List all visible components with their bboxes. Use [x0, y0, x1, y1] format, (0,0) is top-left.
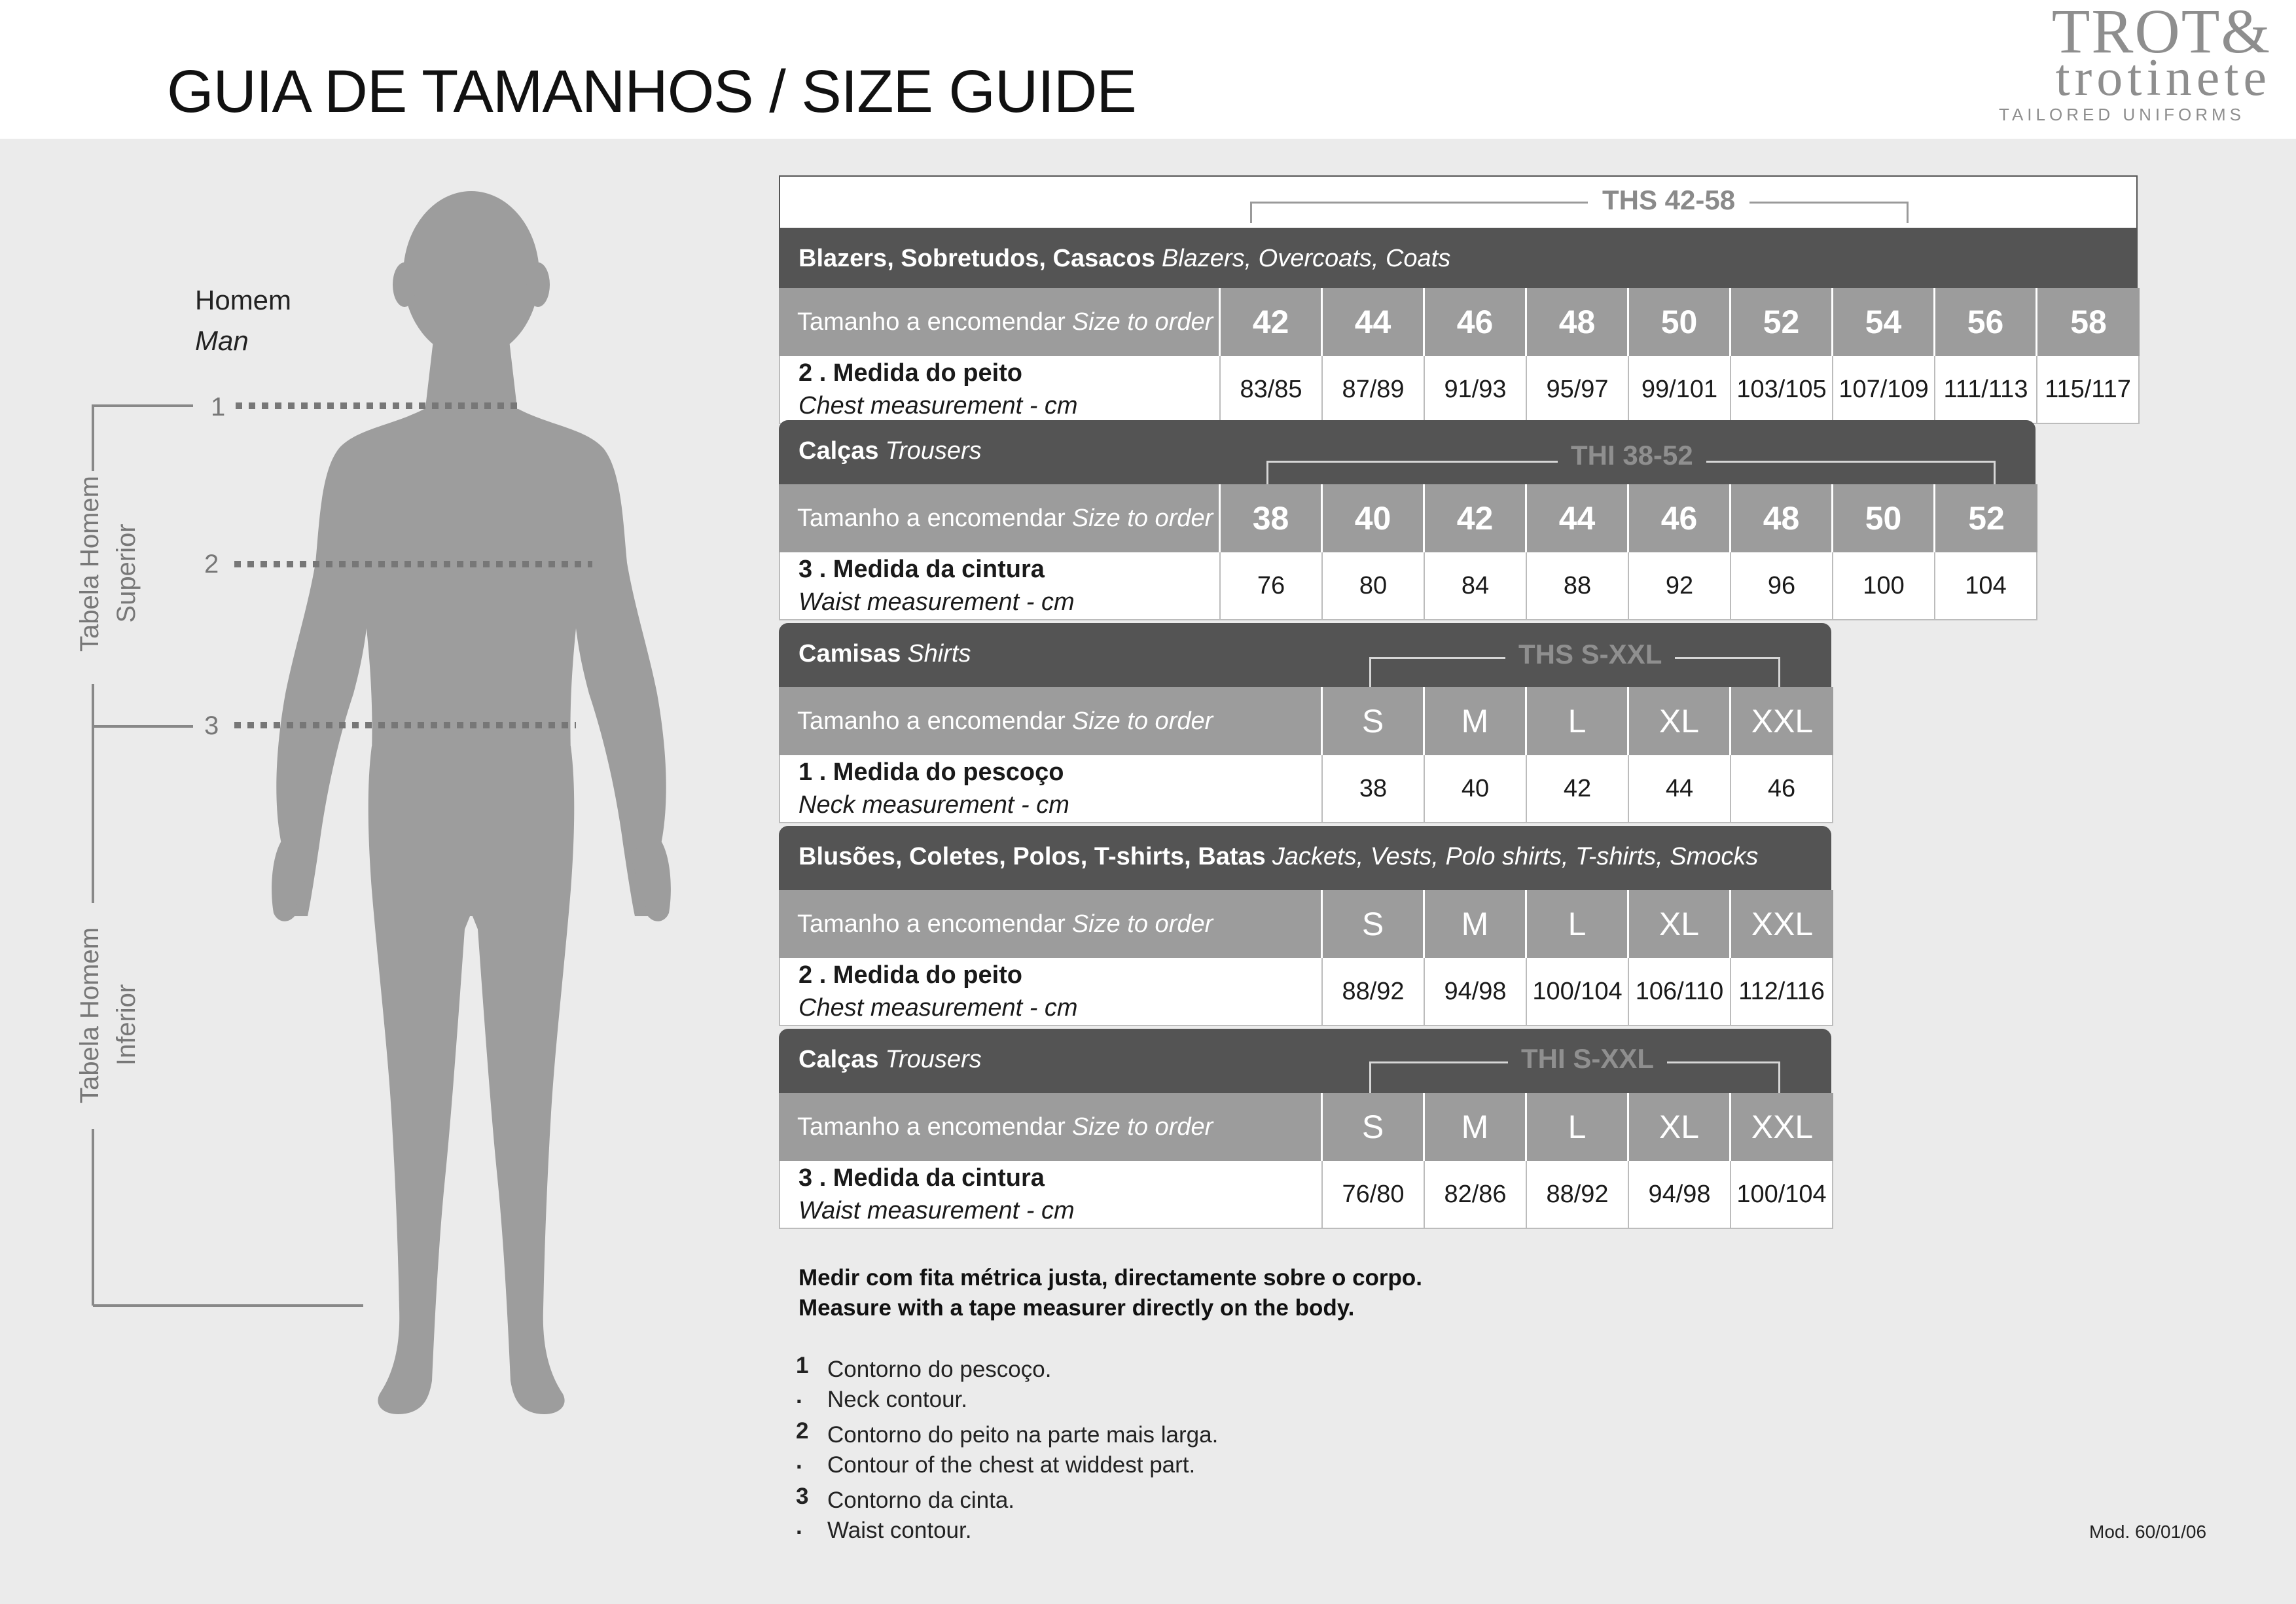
trousers-measure-row: [779, 552, 2037, 620]
size-cell: L: [1527, 890, 1629, 958]
measure-value: 76/80: [1323, 1161, 1425, 1229]
size-cell: XXL: [1731, 1093, 1833, 1161]
measure-value: 91/93: [1425, 356, 1527, 424]
measure-value: 107/109: [1833, 356, 1935, 424]
trousers-title-pt: Calças: [798, 437, 879, 465]
logo-line-1: TROT&: [2051, 0, 2271, 66]
measure-value: 40: [1425, 755, 1527, 823]
size-cell: L: [1527, 687, 1629, 755]
measure-value: 83/85: [1221, 356, 1323, 424]
measuring-notes: [798, 1263, 1584, 1323]
upper-table-label-line2: Superior: [112, 524, 141, 623]
measure-value: 106/110: [1629, 958, 1731, 1026]
size-cell: M: [1425, 1093, 1527, 1161]
note-text-en: Contour of the chest at widdest part.: [827, 1452, 1196, 1478]
shirts-title-pt: Camisas: [798, 640, 901, 668]
size-cell: 48: [1527, 288, 1629, 356]
size-cell: 52: [1935, 484, 2037, 552]
notes-heading-pt: Medir com fita métrica justa, directamente sobre o corpo.: [798, 1265, 1423, 1291]
measure-value: 100: [1833, 552, 1935, 620]
size-cell: 56: [1935, 288, 2037, 356]
jackets-measure-row: [779, 958, 1833, 1026]
marker-3-number: 3: [204, 711, 219, 740]
body-figure: [0, 139, 720, 1604]
blazers-measure-row: [779, 356, 2140, 424]
measure-value: 38: [1323, 755, 1425, 823]
measure-value: 112/116: [1731, 958, 1833, 1026]
measure-value: 115/117: [2037, 356, 2140, 424]
size-cell: 58: [2037, 288, 2140, 356]
blazers-range-label: THS 42-58: [1588, 185, 1749, 216]
lower-table-label-line1: Tabela Homem: [75, 927, 104, 1103]
lower-table-label-line2: Inferior: [112, 984, 141, 1066]
trousers-title-en: Trousers: [885, 437, 982, 465]
marker-2-number: 2: [204, 550, 219, 579]
size-cell: 50: [1629, 288, 1731, 356]
measure-value: 95/97: [1527, 356, 1629, 424]
marker-1-number: 1: [211, 393, 226, 421]
measure-value: 88/92: [1323, 958, 1425, 1026]
measure-value: 80: [1323, 552, 1425, 620]
size-cell: 44: [1323, 288, 1425, 356]
note-number: 1 .: [796, 1353, 809, 1408]
size-cell: S: [1323, 1093, 1425, 1161]
upper-table-label-line1: Tabela Homem: [75, 475, 104, 652]
notes-heading-en: Measure with a tape measurer directly on the body.: [798, 1295, 1355, 1321]
jackets-section-header: [779, 826, 1831, 890]
shirts-range-label: THS S-XXL: [1505, 639, 1675, 670]
logo-line-2: trotinete: [2055, 49, 2271, 107]
measure-value: 44: [1629, 755, 1731, 823]
model-code: Mod. 60/01/06: [2089, 1522, 2207, 1542]
size-cell: S: [1323, 890, 1425, 958]
size-cell: XL: [1629, 687, 1731, 755]
measure-value: 46: [1731, 755, 1833, 823]
size-cell: 46: [1425, 288, 1527, 356]
size-cell: XXL: [1731, 687, 1833, 755]
note-text-pt: Contorno do peito na parte mais larga.: [827, 1422, 1219, 1448]
size-cell: 40: [1323, 484, 1425, 552]
size-cell: L: [1527, 1093, 1629, 1161]
note-text-en: Waist contour.: [827, 1518, 972, 1543]
page-title: GUIA DE TAMANHOS / SIZE GUIDE: [167, 58, 1136, 125]
size-cell: 42: [1425, 484, 1527, 552]
measure-label: 2 . Medida do peito Chest measurement - cm: [779, 356, 1221, 424]
jackets-title-en: Jackets, Vests, Polo shirts, T-shirts, Smocks: [1272, 843, 1759, 870]
blazers-title-pt: Blazers, Sobretudos, Casacos: [798, 245, 1155, 272]
note-text-pt: Contorno da cinta.: [827, 1488, 1015, 1513]
size-cell: 42: [1221, 288, 1323, 356]
size-cell: 50: [1833, 484, 1935, 552]
measure-value: 82/86: [1425, 1161, 1527, 1229]
measure-value: 92: [1629, 552, 1731, 620]
size-row-label: Tamanho a encomendar Size to order: [779, 484, 1221, 552]
size-cell: 54: [1833, 288, 1935, 356]
size-cell: XL: [1629, 890, 1731, 958]
figure-label-en: Man: [195, 325, 249, 356]
measure-value: 42: [1527, 755, 1629, 823]
jackets-size-row: [779, 890, 1833, 958]
figure-label-pt: Homem: [195, 285, 292, 315]
size-row-label: Tamanho a encomendar Size to order: [779, 890, 1323, 958]
brand-logo: [1999, 0, 2271, 131]
measure-label: 2 . Medida do peito Chest measurement - cm: [779, 958, 1323, 1026]
size-cell: M: [1425, 890, 1527, 958]
shirts-title-en: Shirts: [907, 640, 971, 668]
size-cell: XL: [1629, 1093, 1731, 1161]
blazers-size-row: [779, 288, 2140, 356]
measure-value: 76: [1221, 552, 1323, 620]
logo-tagline: TAILORED UNIFORMS: [1999, 105, 2245, 124]
size-cell: M: [1425, 687, 1527, 755]
measure-value: 100/104: [1731, 1161, 1833, 1229]
note-text-en: Neck contour.: [827, 1387, 967, 1412]
size-cell: 52: [1731, 288, 1833, 356]
size-cell: 46: [1629, 484, 1731, 552]
size-cell: 48: [1731, 484, 1833, 552]
measure-value: 103/105: [1731, 356, 1833, 424]
size-cell: 44: [1527, 484, 1629, 552]
trousers-size-row: [779, 484, 2037, 552]
blazers-section-header: [779, 228, 2138, 288]
shirts-measure-row: [779, 755, 1833, 823]
measure-value: 88: [1527, 552, 1629, 620]
blazers-range-bracket: [1250, 202, 1909, 223]
jackets-title-pt: Blusões, Coletes, Polos, T-shirts, Batas: [798, 843, 1266, 870]
size-row-label: Tamanho a encomendar Size to order: [779, 687, 1323, 755]
note-number: 2 .: [796, 1418, 809, 1474]
trousers-sxxl-range-label: THI S-XXL: [1508, 1043, 1667, 1075]
measure-value: 84: [1425, 552, 1527, 620]
measure-value: 104: [1935, 552, 2037, 620]
trousers-sxxl-title-en: Trousers: [885, 1046, 982, 1073]
size-tables: [779, 175, 2140, 1236]
measure-value: 100/104: [1527, 958, 1629, 1026]
measure-value: 94/98: [1629, 1161, 1731, 1229]
measure-value: 87/89: [1323, 356, 1425, 424]
measure-value: 99/101: [1629, 356, 1731, 424]
shirts-size-row: [779, 687, 1833, 755]
note-text-pt: Contorno do pescoço.: [827, 1357, 1052, 1382]
size-row-label: Tamanho a encomendar Size to order: [779, 288, 1221, 356]
trousers-range-label: THI 38-52: [1558, 440, 1706, 471]
measure-label: 3 . Medida da cintura Waist measurement - cm: [779, 552, 1221, 620]
size-cell: XXL: [1731, 890, 1833, 958]
measure-value: 111/113: [1935, 356, 2037, 424]
man-silhouette-icon: [272, 191, 671, 1414]
lower-table-label: [71, 927, 145, 1103]
trousers-sxxl-measure-row: [779, 1161, 1833, 1229]
trousers-sxxl-size-row: [779, 1093, 1833, 1161]
measure-value: 94/98: [1425, 958, 1527, 1026]
trousers-sxxl-title-pt: Calças: [798, 1046, 879, 1073]
size-cell: 38: [1221, 484, 1323, 552]
size-cell: S: [1323, 687, 1425, 755]
measure-label: 1 . Medida do pescoço Neck measurement - cm: [779, 755, 1323, 823]
upper-table-label: [71, 475, 145, 652]
size-row-label: Tamanho a encomendar Size to order: [779, 1093, 1323, 1161]
measure-value: 96: [1731, 552, 1833, 620]
measure-label: 3 . Medida da cintura Waist measurement - cm: [779, 1161, 1323, 1229]
blazers-title-en: Blazers, Overcoats, Coats: [1161, 245, 1451, 272]
measure-value: 88/92: [1527, 1161, 1629, 1229]
note-number: 3 .: [796, 1484, 809, 1539]
